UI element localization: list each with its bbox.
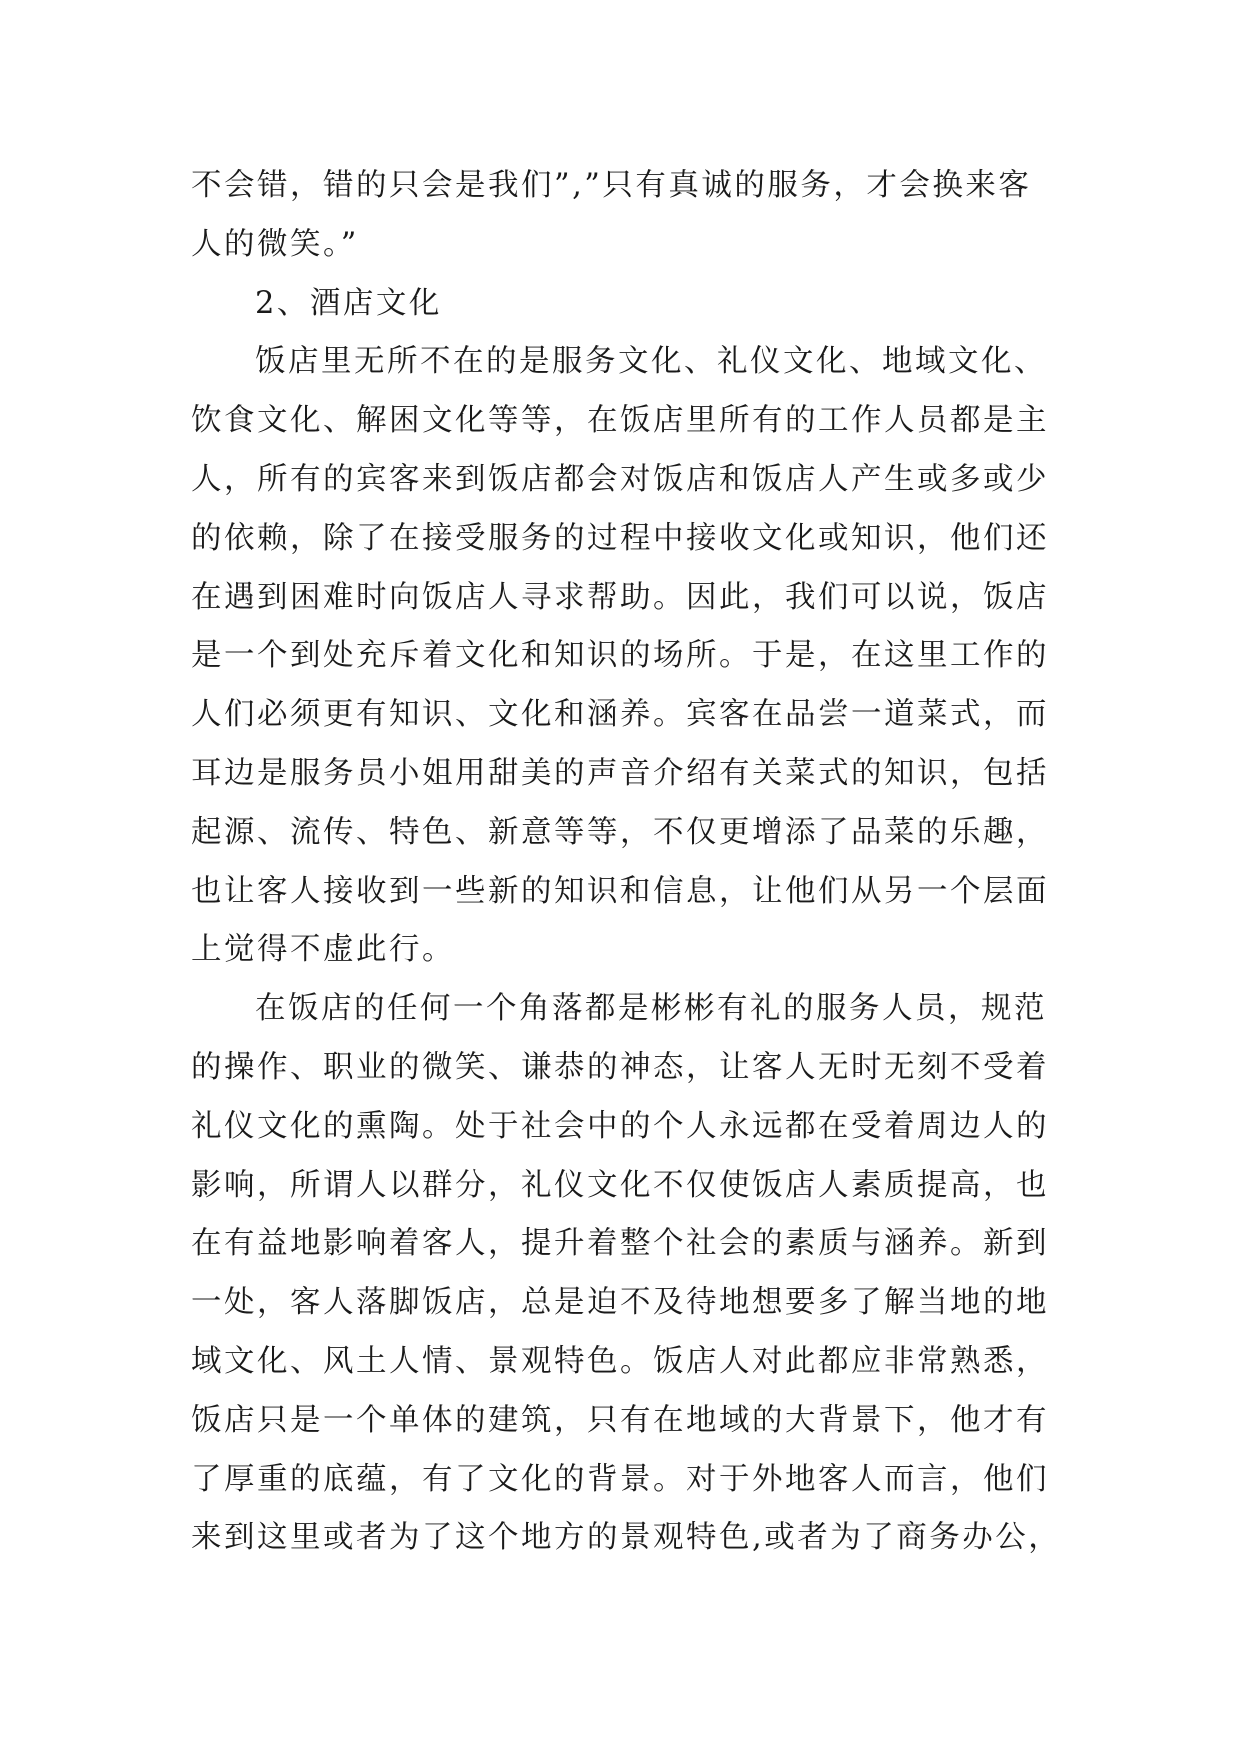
section-heading: 2、酒店文化 xyxy=(255,285,442,321)
text-line: 饭店里无所不在的是服务文化、礼仪文化、地域文化、 xyxy=(255,344,1047,380)
text-line: 饮食文化、解困文化等等，在饭店里所有的工作人员都是主 xyxy=(191,403,1049,439)
text-line: 来到这里或者为了这个地方的景观特色,或者为了商务办公， xyxy=(191,1520,1062,1556)
text-line: 耳边是服务员小姐用甜美的声音介绍有关菜式的知识，包括 xyxy=(191,755,1049,791)
text-line: 也让客人接收到一些新的知识和信息，让他们从另一个层面 xyxy=(191,873,1049,909)
text-line: 人的微笑。” xyxy=(191,226,359,262)
text-line: 饭店只是一个单体的建筑，只有在地域的大背景下，他才有 xyxy=(191,1402,1049,1438)
text-line: 不会错，错的只会是我们”,”只有真诚的服务，才会换来客 xyxy=(191,168,1032,203)
text-line: 是一个到处充斥着文化和知识的场所。于是，在这里工作的 xyxy=(191,638,1049,674)
text-line: 上觉得不虚此行。 xyxy=(191,932,455,968)
text-line: 在遇到困难时向饭店人寻求帮助。因此，我们可以说，饭店 xyxy=(191,579,1049,615)
text-line: 的依赖，除了在接受服务的过程中接收文化或知识，他们还 xyxy=(191,520,1049,556)
text-line: 一处，客人落脚饭店，总是迫不及待地想要多了解当地的地 xyxy=(191,1285,1049,1321)
text-line: 礼仪文化的熏陶。处于社会中的个人永远都在受着周边人的 xyxy=(191,1108,1049,1144)
text-line: 了厚重的底蕴，有了文化的背景。对于外地客人而言，他们 xyxy=(191,1461,1049,1497)
text-line: 在饭店的任何一个角落都是彬彬有礼的服务人员，规范 xyxy=(255,991,1047,1027)
text-line: 域文化、风土人情、景观特色。饭店人对此都应非常熟悉， xyxy=(191,1343,1049,1379)
document-body xyxy=(191,157,1062,1568)
text-line: 人，所有的宾客来到饭店都会对饭店和饭店人产生或多或少 xyxy=(191,461,1049,497)
text-line: 人们必须更有知识、文化和涵养。宾客在品尝一道菜式，而 xyxy=(191,697,1049,733)
text-line: 在有益地影响着客人，提升着整个社会的素质与涵养。新到 xyxy=(191,1226,1049,1262)
text-line: 起源、流传、特色、新意等等，不仅更增添了品菜的乐趣， xyxy=(191,814,1049,850)
text-line: 影响，所谓人以群分，礼仪文化不仅使饭店人素质提高，也 xyxy=(191,1167,1049,1203)
text-line: 的操作、职业的微笑、谦恭的神态，让客人无时无刻不受着 xyxy=(191,1049,1049,1085)
